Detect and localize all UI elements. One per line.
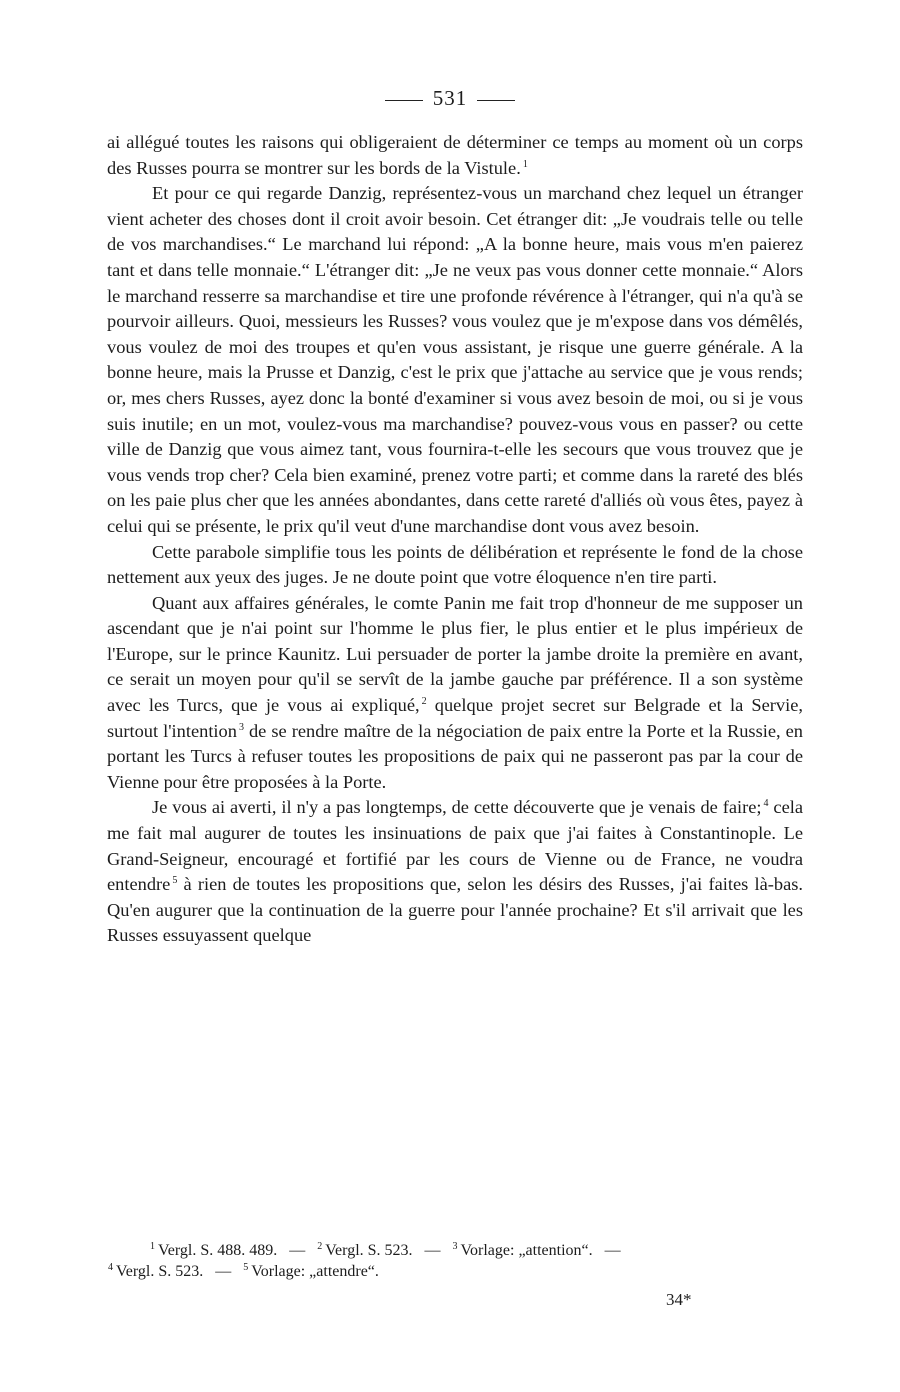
paragraph-text: quelque projet secret sur Belgrade et la Servie, surtout l'intention [107,695,803,741]
footnote-line-2 [108,1261,810,1282]
footnote-ref-1: 1 [522,158,528,170]
footnote-mark: 2 [317,1241,323,1252]
footnote-mark: 4 [108,1262,113,1273]
header-dash-left [385,100,423,101]
footnote-separator: — [604,1242,621,1259]
footnote-text: Vergl. S. 523. [116,1263,204,1280]
footnote-text: Vorlage: „attention“. [460,1242,593,1259]
footnote-mark: 3 [452,1241,458,1252]
footnote-4 [108,1263,203,1280]
footnotes [108,1240,810,1282]
footnote-separator: — [289,1242,306,1259]
paragraph-text: à rien de toutes les propositions que, selon les désirs des Russes, j'ai faites là-bas. Qu'en augurer que la continuation de la guerre pour l'année prochaine? Et s'il arrivait que les Russes essuyassent quelque [107,874,803,946]
signature-mark: 34* [666,1290,692,1309]
footnote-ref-2: 2 [421,696,427,708]
paragraph-text: ai allégué toutes les raisons qui obligeraient de déterminer ce temps au moment où un corps des Russes pourra se montrer sur les bords de la Vistule. [107,132,803,178]
footnote-1 [150,1242,277,1259]
footnote-text: Vorlage: „attendre“. [251,1263,379,1280]
paragraph-text: de se rendre maître de la négociation de paix entre la Porte et la Russie, en portant les Turcs à refuser toutes les propositions de paix qui ne passeront pas par la cour de Vienne pour être proposées à la Porte. [107,720,803,792]
paragraph-text: Je vous ai averti, il n'y a pas longtemps, de cette découverte que je venais de faire; [152,797,762,818]
footnote-3 [453,1242,593,1259]
paragraph-5 [107,795,803,949]
footnote-text: Vergl. S. 488. 489. [158,1242,278,1259]
footnote-ref-4: 4 [763,798,769,810]
page-number: 531 [432,86,468,110]
footnote-separator: — [215,1263,232,1280]
paragraph-text: Cette parabole simplifie tous les points de délibération et représente le fond de la chose nettement aux yeux des juges. Je ne doute point que votre éloquence n'en tire parti. [107,541,803,588]
footnote-line-1 [150,1240,810,1261]
paragraph-4 [107,591,803,796]
paragraph-2 [107,181,803,539]
footnote-separator: — [424,1242,441,1259]
footnote-ref-5: 5 [172,875,178,887]
paragraph-text: Quant aux affaires générales, le comte Panin me fait trop d'honneur de me supposer un ascendant que je n'ai point sur l'homme le plus fier, le plus entier et le plus impérieux de l'Europe, sur le prince Kaunitz. Lui persuader de porter la jambe droite la première en avant, ce serait un moyen pour qu'il se servît de la jambe gauche par préférence. Il a son système avec les Turcs, que je vous ai expliqué, [107,592,803,716]
footnote-5 [243,1263,379,1280]
footnote-2 [317,1242,412,1259]
page-header [0,86,900,111]
paragraph-text: Et pour ce qui regarde Danzig, représentez-vous un marchand chez lequel un étranger vient acheter des choses dont il croit avoir besoin. Cet étranger dit: „Je voudrais telle ou telle de vos marchandises.“ Le marchand lui répond: „A la bonne heure, mais vous m'en paierez tant et dans telle monnaie.“ L'étranger dit: „Je ne veux pas vous donner cette monnaie.“ Alors le marchand resserre sa marchandise et tire une profonde révérence à l'étranger, qui n'a qu'à se pourvoir ailleurs. Quoi, messieurs les Russes? vous voulez que je m'expose dans vos démêlés, vous voulez de moi des troupes et qu'en vous assistant, je risque une guerre générale. A la bonne heure, mais la Prusse et Danzig, c'est le prix que j'attache au service que je vous rends; or, mes chers Russes, ayez donc la bonté d'examiner si vous avez besoin de moi, ou si je vous suis inutile; en un mot, voulez-vous ma marchandise? pouvez-vous vous en passer? ou cette ville de Danzig que vous aimez tant, vous fournira-t-elle les secours que vous trouvez que je vous vends trop cher? Cela bien examiné, prenez votre parti; et comme dans la rareté des blés on les paie plus cher que les années abondantes, dans cette rareté d'alliés où vous êtes, payez à celui qui se présente, le prix qu'il veut d'une marchandise dont vous avez besoin. [107,183,803,536]
body-text [107,130,803,949]
footnote-text: Vergl. S. 523. [325,1242,413,1259]
footnote-mark: 5 [243,1262,249,1273]
footnote-mark: 1 [150,1241,155,1252]
header-dash-right [477,100,515,101]
footnote-ref-3: 3 [238,721,244,733]
paragraph-1 [107,130,803,181]
paragraph-3 [107,540,803,591]
paragraph-text: cela me fait mal augurer de toutes les insinuations de paix que j'ai faites à Constantinople. Le Grand-Seigneur, encouragé et fortifié par les cours de Vienne ou de France, ne voudra entendre [107,797,804,895]
